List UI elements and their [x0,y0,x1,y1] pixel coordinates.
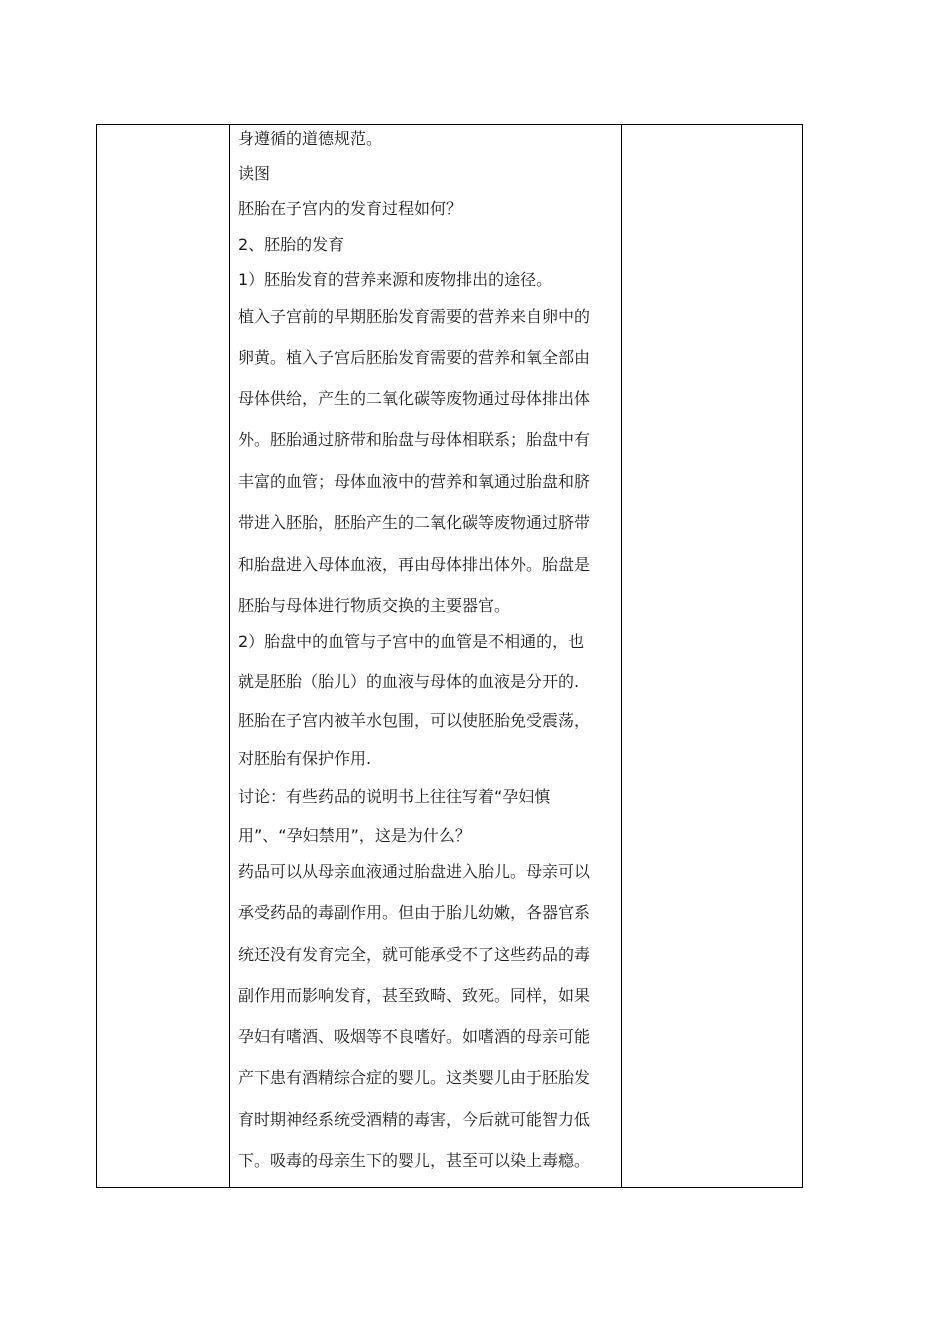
table-column-divider-left [229,125,230,1187]
text-line: 丰富的血管；母体血液中的营养和氧通过胎盘和脐 [238,472,591,491]
section-heading: 2、胚胎的发育 [238,235,345,254]
text-line: 孕妇有嗜酒、吸烟等不良嗜好。如嗜酒的母亲可能 [238,1027,591,1046]
text-line: 带进入胚胎，胚胎产生的二氧化碳等废物通过脐带 [238,513,591,532]
discussion-question: 讨论：有些药品的说明书上往往写着“孕妇慎 [238,787,551,806]
text-line: 就是胚胎（胎儿）的血液与母体的血液是分开的. [238,672,580,691]
text-line: 胚胎与母体进行物质交换的主要器官。 [238,596,511,615]
text-line: 2）胎盘中的血管与子宫中的血管是不相通的，也 [238,632,585,651]
text-line: 身遵循的道德规范。 [238,129,383,148]
text-line: 下。吸毒的母亲生下的婴儿，甚至可以染上毒瘾。 [238,1151,591,1170]
subsection-heading: 1）胚胎发育的营养来源和废物排出的途径。 [238,270,553,289]
text-line: 外。胚胎通过脐带和胎盘与母体相联系；胎盘中有 [238,430,591,449]
text-line: 对胚胎有保护作用. [238,749,372,768]
text-line: 胚胎在子宫内被羊水包围，可以使胚胎免受震荡， [238,711,591,730]
text-line: 产下患有酒精综合症的婴儿。这类婴儿由于胚胎发 [238,1068,591,1087]
text-line: 读图 [238,164,271,183]
text-line: 卵黄。植入子宫后胚胎发育需要的营养和氧全部由 [238,348,591,367]
text-line: 药品可以从母亲血液通过胎盘进入胎儿。母亲可以 [238,862,591,881]
discussion-question: 用”、“孕妇禁用”，这是为什么？ [238,826,471,845]
text-line: 承受药品的毒副作用。但由于胎儿幼嫩，各器官系 [238,903,591,922]
table-column-divider-right [621,125,622,1187]
text-line: 植入子宫前的早期胚胎发育需要的营养来自卵中的 [238,307,591,326]
text-line: 育时期神经系统受酒精的毒害，今后就可能智力低 [238,1110,591,1129]
text-line: 副作用而影响发育，甚至致畸、致死。同样，如果 [238,986,591,1005]
text-line: 统还没有发育完全，就可能承受不了这些药品的毒 [238,945,591,964]
lesson-table [96,124,803,1188]
text-line: 母体供给，产生的二氧化碳等废物通过母体排出体 [238,389,591,408]
text-line: 和胎盘进入母体血液，再由母体排出体外。胎盘是 [238,555,591,574]
text-line: 胚胎在子宫内的发育过程如何？ [238,199,463,218]
